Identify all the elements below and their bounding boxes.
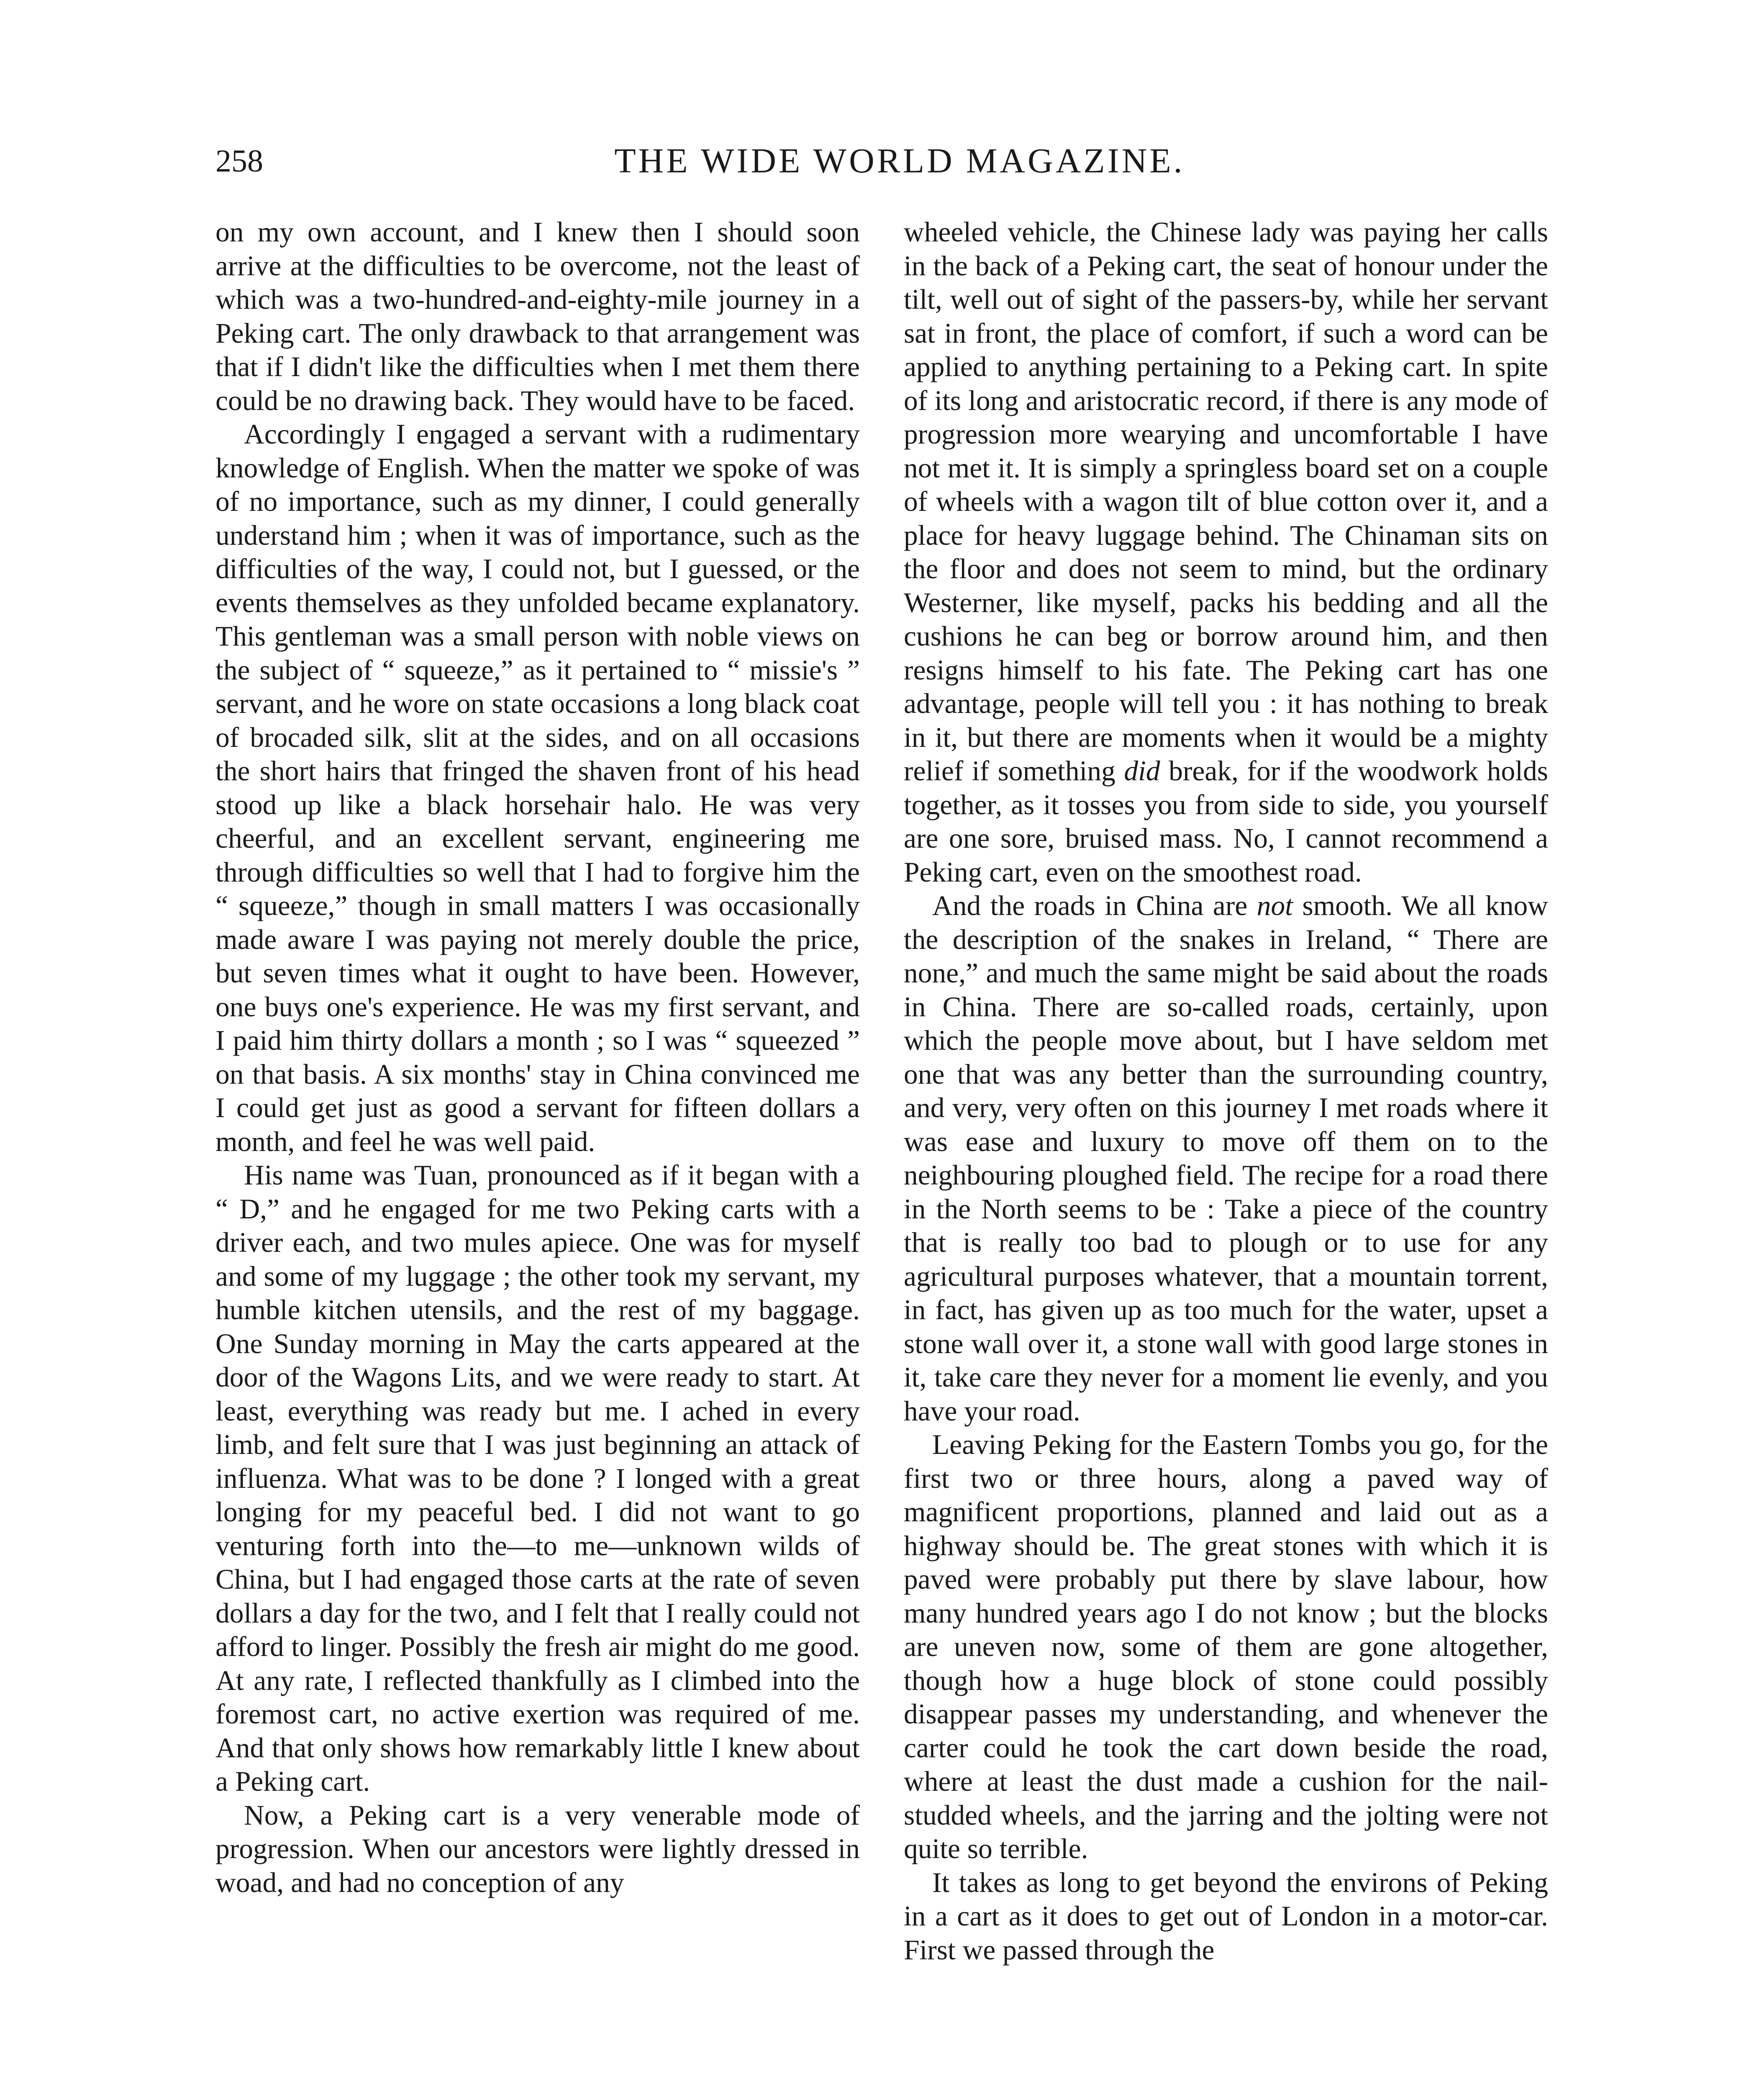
right-column: [904, 215, 1548, 1967]
page-number: 258: [215, 144, 263, 179]
text-run: wheeled vehicle, the Chinese lady was paying her calls in the back of a Peking cart, the seat of honour under the tilt, well out of sight of the passers-by, while her servant sat in front, the place of comfort, if such a word can be applied to anything pertaining to a Peking cart. In spite of its long and aristocratic record, if there is any mode of progression more wearying and uncomfortable I have not met it. It is simply a springless board set on a couple of wheels with a wagon tilt of blue cotton over it, and a place for heavy luggage behind. The Chinaman sits on the floor and does not seem to mind, but the ordinary Westerner, like myself, packs his bedding and all the cushions he can beg or borrow around him, and then resigns himself to his fate. The Peking cart has one advantage, people will tell you : it has nothing to break in it, but there are moments when it would be a mighty relief if something: [904, 216, 1548, 787]
text-run: break, for if the woodwork holds together, as it tosses you from side to side, you yourself are one sore, bruised mass. No, I cannot recommend a Peking cart, even on the smoothest road.: [904, 755, 1548, 888]
paragraph: Accordingly I engaged a servant with a rudimentary knowledge of English. When the matter we spoke of was of no importance, such as my dinner, I could generally understand him ; when it was of importance, such as the difficulties of the way, I could not, but I guessed, or the events themselves as they unfolded became explanatory. This gentleman was a small person with noble views on the subject of “ squeeze,” as it pertained to “ missie's ” servant, and he wore on state occasions a long black coat of brocaded silk, slit at the sides, and on all occasions the short hairs that fringed the shaven front of his head stood up like a black horsehair halo. He was very cheerful, and an excellent servant, engineering me through difficulties so well that I had to forgive him the “ squeeze,” though in small matters I was occasionally made aware I was paying not merely double the price, but seven times what it ought to have been. However, one buys one's experience. He was my first servant, and I paid him thirty dollars a month ; so I was “ squeezed ” on that basis. A six months' stay in China convinced me I could get just as good a servant for fifteen dollars a month, and feel he was well paid.: [215, 418, 860, 1157]
paragraph: on my own account, and I knew then I should soon arrive at the difficulties to be overcome, not the least of which was a two-hundred-and-eighty-mile journey in a Peking cart. The only drawback to that arrangement was that if I didn't like the difficulties when I met them there could be no drawing back. They would have to be faced.: [215, 216, 860, 416]
paragraph: His name was Tuan, pronounced as if it began with a “ D,” and he engaged for me two Peking carts with a driver each, and two mules apiece. One was for myself and some of my luggage ; the other took my servant, my humble kitchen utensils, and the rest of my baggage. One Sunday morning in May the carts appeared at the door of the Wagons Lits, and we were ready to start. At least, everything was ready but me. I ached in every limb, and felt sure that I was just beginning an attack of influenza. What was to be done ? I longed with a great longing for my peaceful bed. I did not want to go venturing forth into the—to me—unknown wilds of China, but I had engaged those carts at the rate of seven dollars a day for the two, and I felt that I really could not afford to linger. Possibly the fresh air might do me good. At any rate, I reflected thankfully as I climbed into the foremost cart, no active exertion was required of me. And that only shows how remarkably little I knew about a Peking cart.: [215, 1159, 860, 1797]
paragraph: [904, 215, 1548, 889]
paragraph: It takes as long to get beyond the environs of Peking in a cart as it does to get out of London in a motor-car. First we passed through the: [904, 1866, 1548, 1966]
paragraph: [904, 889, 1548, 1428]
emphasis: not: [1256, 890, 1293, 921]
page-header: [215, 138, 1584, 197]
emphasis: did: [1124, 755, 1160, 787]
left-column: [215, 215, 860, 1900]
paragraph: Leaving Peking for the Eastern Tombs you go, for the first two or three hours, along a paved way of magnificent proportions, planned and laid out as a highway should be. The great stones with which it is paved were probably put there by slave labour, how many hundred years ago I do not know ; but the blocks are uneven now, some of them are gone altogether, though how a huge block of stone could possibly disappear passes my understanding, and whenever the carter could he took the cart down beside the road, where at least the dust made a cushion for the nail-studded wheels, and the jarring and the jolting were not quite so terrible.: [904, 1429, 1548, 1864]
paragraph: Now, a Peking cart is a very venerable mode of progression. When our ancestors were lightly dressed in woad, and had no conception of any: [215, 1799, 860, 1898]
text-run: smooth. We all know the description of the snakes in Ireland, “ There are none,” and much the same might be said about the roads in China. There are so-called roads, certainly, upon which the people move about, but I have seldom met one that was any better than the surrounding country, and very, very often on this journey I met roads where it was ease and luxury to move off them on to the neighbouring ploughed field. The recipe for a road there in the North seems to be : Take a piece of the country that is really too bad to plough or to use for any agricultural purposes whatever, that a mountain torrent, in fact, has given up as too much for the water, upset a stone wall over it, a stone wall with good large stones in it, take care they never for a moment lie evenly, and you have your road.: [904, 890, 1548, 1427]
text-run: And the roads in China are: [932, 890, 1257, 921]
running-title: THE WIDE WORLD MAGAZINE.: [614, 141, 1185, 180]
